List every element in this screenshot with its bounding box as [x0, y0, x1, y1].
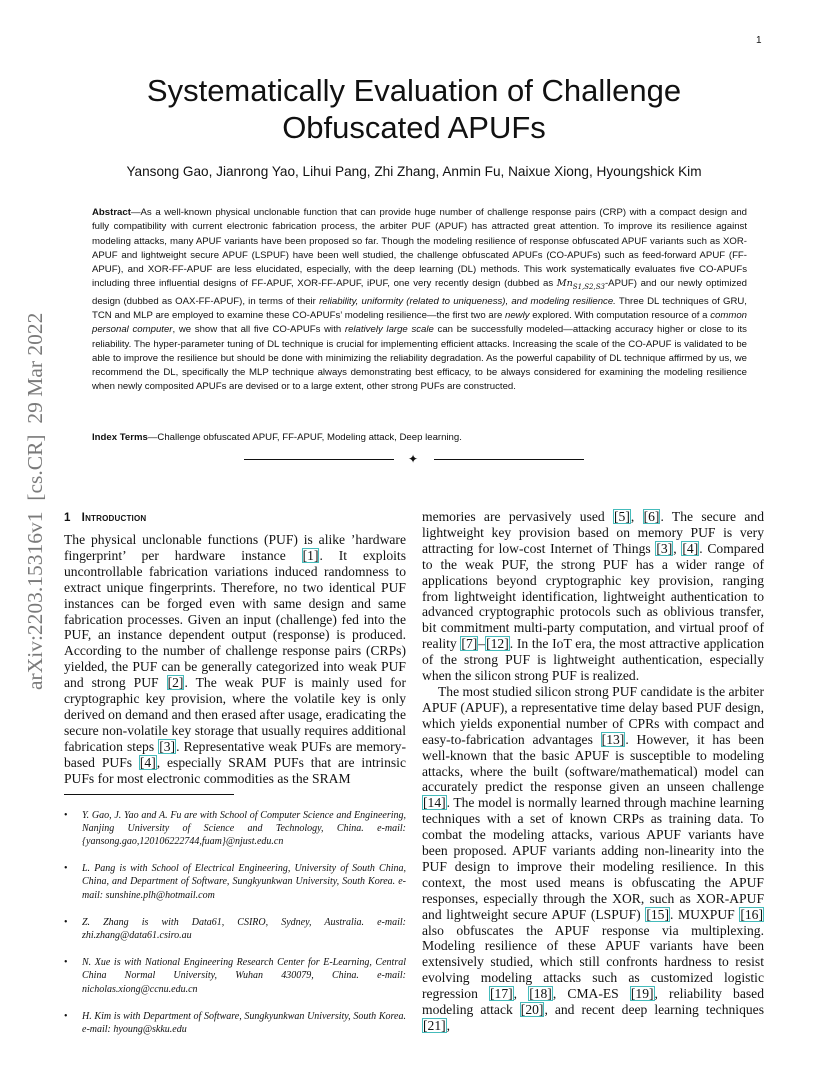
arxiv-stamp-svg [14, 280, 50, 700]
affiliation-footnotes [64, 809, 406, 1037]
footnote [64, 809, 406, 849]
section-divider [244, 452, 584, 466]
text-run: . In the IoT era, the most attractive application of the strong PUF is lightweight authentication, especially when the silicon strong PUF is realized. [422, 636, 764, 684]
text-run: , [513, 986, 529, 1002]
footnote-text: L. Pang is with School of Electrical Engineering, University of South China, China, and Department of Software, Sungkyunkwan University, South Korea. e-mail: sunshine.plh@hotmail.com [82, 863, 406, 901]
footnote [64, 862, 406, 902]
footnote-text: Y. Gao, J. Yao and A. Fu are with School of Computer Science and Engineering, Nanjing University of Science and Technology, China. e-mail: {yansong.gao,120106222744,fuam}@njust.edu.cn [82, 809, 406, 847]
abstract [92, 206, 747, 395]
bullet-icon: • [64, 1010, 68, 1022]
abstract-emphasis-4: relatively large scale [344, 324, 434, 336]
text-run: , [673, 540, 682, 556]
citation-link[interactable]: [6] [643, 509, 660, 524]
text-run: . Representative weak PUFs are memory-based PUFs [64, 738, 406, 770]
bullet-icon: • [64, 863, 68, 875]
citation-link[interactable]: [4] [139, 754, 156, 770]
abstract-emphasis-3: common personal computer [92, 309, 747, 336]
text-run: . The model is normally learned through machine learning techniques with a set of known CRPs as training data. To combat the modeling attacks, various APUF variants have been proposed. APUF variants adding non-linearity into the PUF design to improve their modeling resilience. In this context, the most used means is obfuscating the APUF responses, especially through the XOR, such as XOR-APUF and lightweight secure APUF (LSPUF) [422, 795, 764, 922]
citation-link[interactable]: [18] [529, 986, 552, 1002]
intro-paragraph-continued [422, 509, 764, 684]
section-title: Introduction [81, 511, 147, 524]
abstract-math [556, 278, 605, 292]
text-run: – [478, 636, 486, 652]
arxiv-stamp-text: arXiv:2203.15316v1 [cs.CR] 29 Mar 2022 [23, 312, 47, 690]
citation-link[interactable]: [15] [646, 906, 669, 922]
citation-link[interactable]: [14] [423, 795, 446, 811]
text-run: also obfuscates the APUF response via multiplexing. Modeling resilience of these APUF variants have been extensively studied, which still confronts hardness to resist evolving modeling attacks such as customized logistic regression [422, 922, 764, 1002]
citation-link[interactable]: [13] [601, 731, 625, 747]
citation-link[interactable]: [1] [302, 547, 319, 563]
bullet-icon: • [64, 809, 68, 821]
left-column [64, 509, 406, 1050]
abstract-text-3: Three DL techniques of GRU, TCN and MLP are employed to examine these CO-APUFs’ modeling resilience—the first two are [92, 295, 747, 321]
bullet-icon: • [64, 916, 68, 928]
footnote-text: N. Xue is with National Engineering Research Center for E-Learning, Central China Normal University, Wuhan 430079, China. e-mail: nicholas.xiong@ccnu.edu.cn [82, 957, 406, 995]
text-run: , CMA-ES [552, 986, 630, 1002]
footnote [64, 1010, 406, 1036]
footnote [64, 956, 406, 996]
citation-link[interactable]: [16] [740, 906, 763, 922]
text-run: . However, it has been well-known that the basic APUF is susceptible to modeling attacks, where the built (software/mathematical) model can accurately predict the response given an unseen challenge [422, 731, 764, 795]
footnote-text: H. Kim is with Department of Software, Sungkyunkwan University, South Korea. e-mail: hyoung@skku.edu [82, 1010, 406, 1035]
text-run: The physical unclonable functions (PUF) is alike ’hardware fingerprint’ per hardware instance [64, 532, 406, 563]
divider-rule-right [434, 459, 584, 460]
footnote [64, 916, 406, 942]
text-run: . MUXPUF [670, 906, 740, 922]
bullet-icon: • [64, 957, 68, 969]
abstract-text-4: explored. With computation resource of a [529, 309, 711, 321]
section-heading [64, 509, 406, 527]
text-run: , [630, 509, 643, 524]
abstract-text-1: —As a well-known physical unclonable function that can provide huge number of challenge response pairs (CRP) with a compact design and fully compatibility with current electronic fabrication process, the arbiter PUF (APUF) has attracted great attention. To improve its resilience against modeling attacks, many APUF variants have been proposed so far. Though the modeling resilience of response obfuscated APUF variants such as XOR-APUF and lightweight secure APUF (LSPUF) have been well studied, the challenge obfuscated APUFs (CO-APUFs) such as feed-forward APUF (FF-APUF), and XOR-FF-APUF are less elucidated, especially, with the deep learning (DL) methods. This work systematically evaluates five CO-APUFs including three influential designs of FF-APUF, XOR-FF-APUF, iPUF, one very recently design (dubbed as [92, 207, 747, 290]
text-run: . The weak PUF is mainly used for cryptographic key provision, where the volatile key is only derived on demand and then erased after usage, eradicating the secure non-volatile key storage that usually requires additional fabrication steps [64, 675, 406, 754]
index-terms [92, 431, 747, 445]
citation-link[interactable]: [19] [630, 986, 654, 1002]
abstract-math-base: Mn [556, 278, 573, 290]
text-run: , especially SRAM PUFs that are intrinsic PUFs for most electronic commodities as the SRAM [64, 754, 406, 786]
footnote-separator [64, 794, 234, 795]
text-run: The most studied silicon strong PUF candidate is the arbiter APUF (APUF), a representative time delay based PUF design, which yields exponential number of CPRs with compact and easy-to-fabrication advantages [422, 683, 764, 747]
citation-link[interactable]: [21] [423, 1018, 446, 1033]
citation-link[interactable]: [3] [656, 540, 673, 556]
text-run: , [446, 1018, 451, 1033]
index-terms-text: —Challenge obfuscated APUF, FF-APUF, Modeling attack, Deep learning. [147, 432, 462, 443]
text-run: . It exploits uncontrollable fabrication variations induced randomness to extract unique fingerprints. Therefore, no two identical PUF instances can be forged even with same design and same fabrication processes. Given an input (challenge) fed into the PUF, an instance dependent output (response) is produced. According to the number of challenge response pairs (CRPs) yielded, the PUF can be generally categorized into weak PUF and strong PUF [64, 547, 406, 691]
abstract-emphasis-1: reliability, uniformity (related to uniqueness), and modeling resilience. [319, 295, 616, 307]
text-run: . The secure and lightweight key provision based on memory PUF is very attracting for low-cost Internet of Things [422, 509, 765, 556]
abstract-text-2: -APUF) and our newly optimized design (dubbed as OAX-FF-APUF), in terms of their [92, 278, 747, 307]
divider-rule-left [244, 459, 394, 460]
abstract-text-6: can be successfully modeled—attacking accuracy higher or close to its reliability. The hyper-parameter tuning of DL technique is crucial for implementing efficient attacks. Increasing the scale of the CO-APUF is validated to be able to improve the resilience but should be done with minimizing the reliability degradation. As the powerful capability of DL technique affirmed by us, we recommend the DL, specifically the MLP technique always demonstrating best efficacy, to be always considered for examining the modeling resilience when newly composited APUFs are devised or to a large extent, other strong PUFs are constructed. [92, 324, 747, 393]
citation-link[interactable]: [4] [682, 540, 699, 556]
citation-link[interactable]: [17] [490, 986, 513, 1002]
citation-link[interactable]: [2] [167, 675, 184, 691]
abstract-label: Abstract [92, 207, 131, 218]
divider-ornament-icon: ✦ [408, 452, 419, 466]
citation-link[interactable]: [20] [520, 1002, 544, 1018]
index-terms-label: Index Terms [92, 432, 148, 443]
citation-link[interactable]: [12] [486, 636, 509, 652]
text-run: . Compared to the weak PUF, the strong PUF has a wider range of applications beyond cryptographic key provision, ranging from lightweight identification, lightweight authentication to advanced cryptographic protocols such as oblivious transfer, bit commitment multi-party computation, and virtual proof of reality [422, 540, 764, 652]
text-run: , and recent deep learning techniques [544, 1002, 764, 1018]
abstract-text-5: , we show that all five CO-APUFs with [172, 324, 345, 336]
paper-title: Systematically Evaluation of Challenge Obfuscated APUFs [146, 73, 682, 145]
citation-link[interactable]: [5] [614, 509, 630, 524]
footnote-text: Z. Zhang is with Data61, CSIRO, Sydney, Australia. e-mail: zhi.zhang@data61.csiro.au [82, 916, 406, 941]
text-run: memories are pervasively used [422, 509, 614, 524]
author-list: Yansong Gao, Jianrong Yao, Lihui Pang, Zhi Zhang, Anmin Fu, Naixue Xiong, Hyoungshick Kim [126, 164, 702, 179]
page-number: 1 [756, 35, 762, 46]
citation-link[interactable]: [3] [159, 738, 176, 754]
section-number: 1 [64, 511, 71, 524]
text-run: , reliability based modeling attack [422, 986, 764, 1018]
right-column [422, 509, 764, 1034]
citation-link[interactable]: [7] [461, 636, 478, 652]
intro-paragraph-1 [64, 532, 406, 787]
abstract-emphasis-2: newly [505, 309, 530, 321]
intro-paragraph-2 [422, 684, 764, 1034]
arxiv-identifier-stamp[interactable] [14, 280, 50, 700]
abstract-math-subscript: S1,S2,S3 [572, 283, 605, 292]
